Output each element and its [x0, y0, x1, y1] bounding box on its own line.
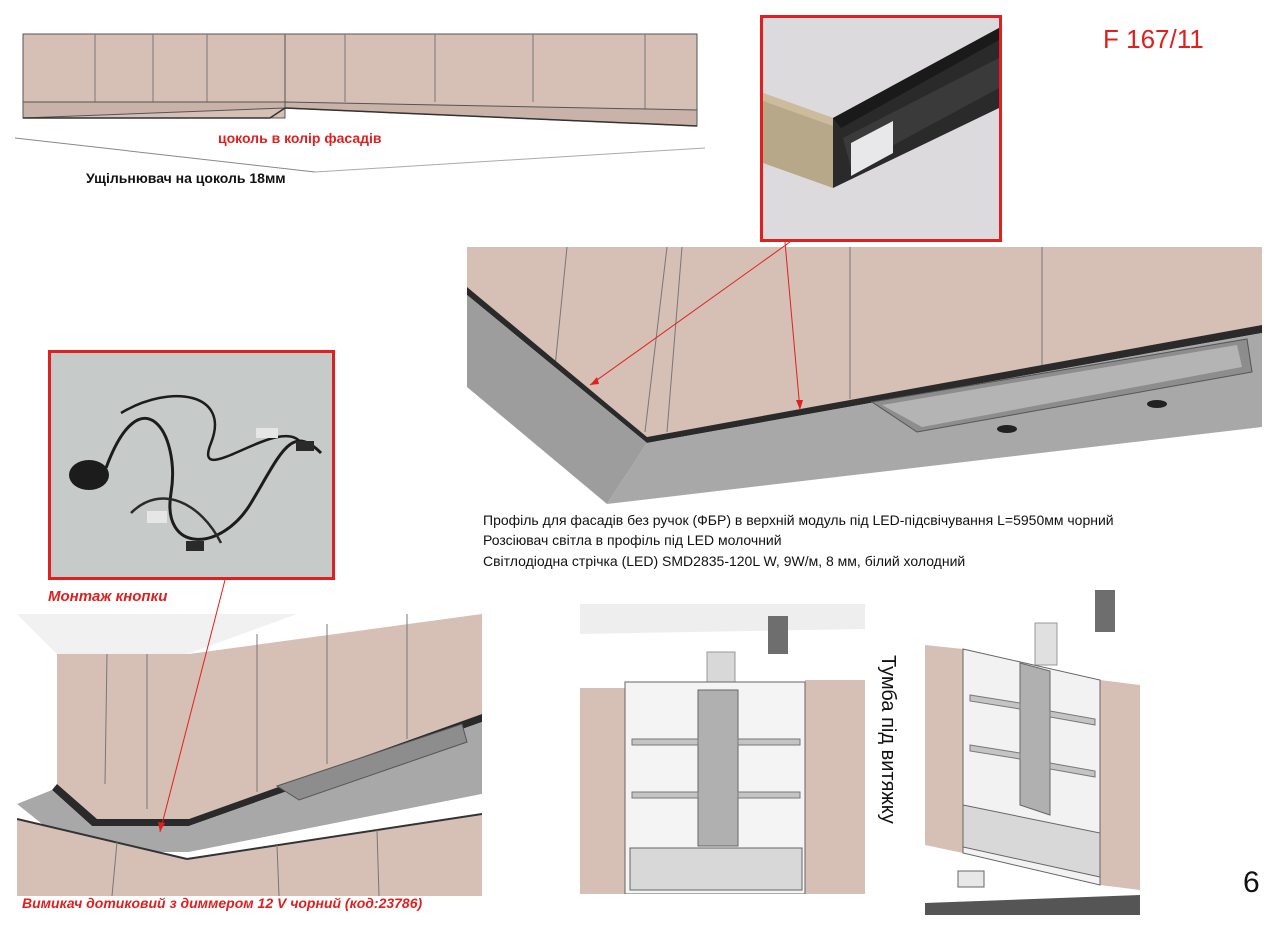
- sheet-code: F 167/11: [1103, 24, 1204, 54]
- spec-line-diffuser: Розсіювач світла в профіль під LED молочний: [483, 532, 782, 548]
- spec-line-led-strip: Світлодіодна стрічка (LED) SMD2835-120L W, 9W/м, 8 мм, білий холодний: [483, 553, 966, 569]
- page-number: 6: [1243, 866, 1260, 899]
- plinth-color-label: цоколь в колір фасадів: [218, 130, 382, 146]
- hood-cabinet-perspective-render: [925, 585, 1140, 915]
- hood-cabinet-front-render: [580, 604, 865, 894]
- hood-cabinet-label: Тумба під витяжку: [877, 655, 899, 824]
- hood-cabinet-label-wrap: [876, 655, 916, 855]
- touch-switch-label: Вимикач дотиковий з диммером 12 V чорний (код:23786): [22, 895, 423, 911]
- button-mount-label: Монтаж кнопки: [48, 588, 168, 605]
- socket-icon: [958, 871, 984, 887]
- spec-line-profile: Профіль для фасадів без ручок (ФБР) в верхній модуль під LED-підсвічування L=5950мм чорний: [483, 512, 1114, 528]
- plinth-seal-label: Ущільнювач на цоколь 18мм: [86, 170, 286, 186]
